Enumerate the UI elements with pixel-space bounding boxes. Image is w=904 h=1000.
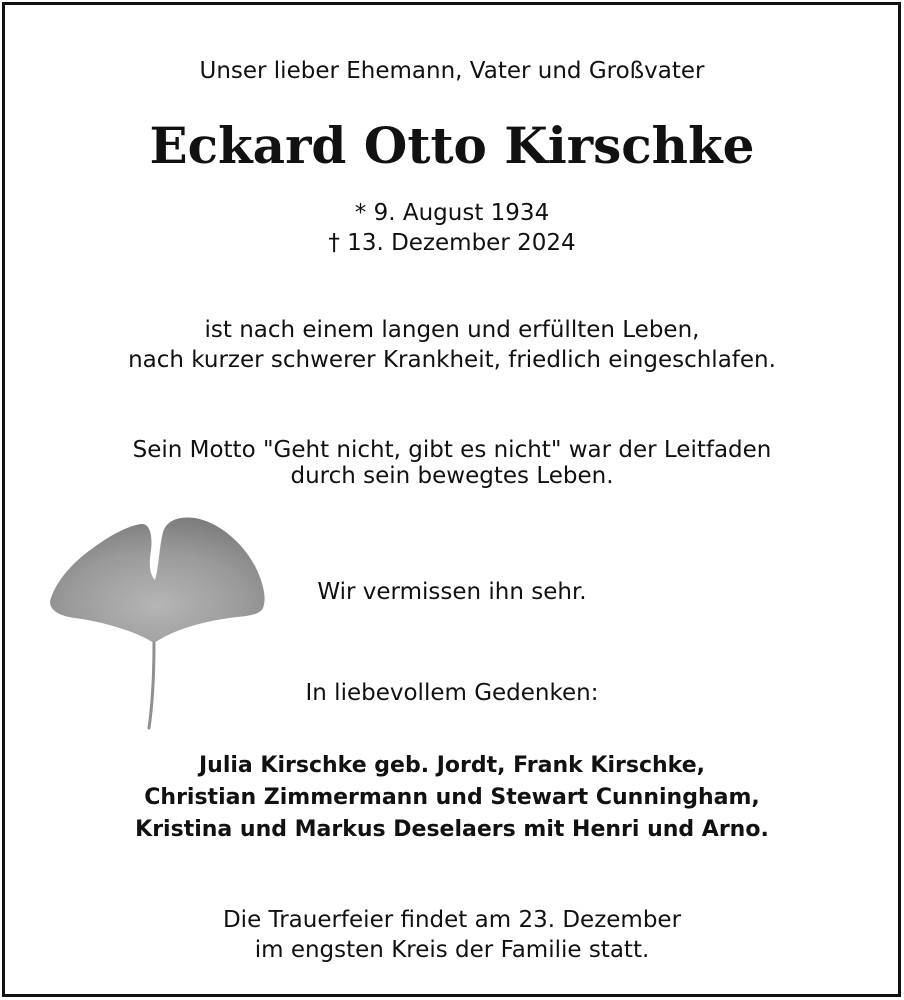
family-line-3: Kristina und Markus Deselaers mit Henri und Arno. (135, 817, 769, 842)
funeral-line-1: Die Trauerfeier findet am 23. Dezember (222, 907, 682, 933)
birth-date: * 9. August 1934 (354, 200, 550, 226)
funeral-line-2: im engsten Kreis der Familie statt. (254, 937, 650, 963)
family-line-2: Christian Zimmermann und Stewart Cunningham, (144, 785, 760, 810)
message-line-1: ist nach einem langen und erfüllten Leben, (204, 317, 700, 343)
motto-line-1: Sein Motto "Geht nicht, gibt es nicht" war der Leitfaden (132, 437, 772, 463)
miss-line: Wir vermissen ihn sehr. (317, 579, 587, 605)
motto-line-2: durch sein bewegtes Leben. (290, 463, 614, 489)
memory-line: In liebevollem Gedenken: (305, 680, 599, 706)
death-date: † 13. Dezember 2024 (328, 230, 576, 256)
message-line-2: nach kurzer schwerer Krankheit, friedlich eingeschlafen. (128, 347, 776, 373)
deceased-name: Eckard Otto Kirschke (149, 116, 755, 175)
family-line-1: Julia Kirschke geb. Jordt, Frank Kirschke, (199, 753, 705, 778)
intro-line: Unser lieber Ehemann, Vater und Großvater (199, 58, 705, 84)
